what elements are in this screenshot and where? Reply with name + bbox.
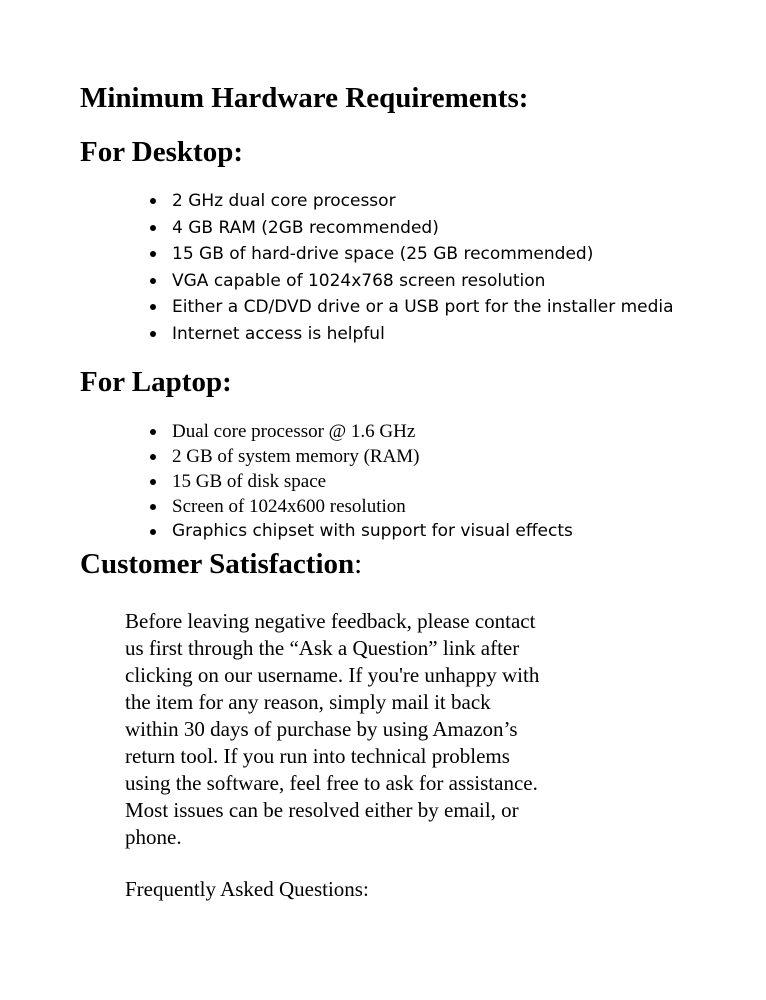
list-item: VGA capable of 1024x768 screen resolution (148, 268, 674, 295)
list-item: 4 GB RAM (2GB recommended) (148, 215, 674, 242)
paragraph-line: Most issues can be resolved either by email, or (125, 798, 519, 822)
paragraph-line: phone. (125, 825, 182, 849)
laptop-requirements-list (148, 419, 573, 544)
paragraph-line: return tool. If you run into technical problems (125, 744, 510, 768)
customer-satisfaction-paragraph (125, 608, 595, 851)
list-item: 15 GB of hard-drive space (25 GB recommended) (148, 241, 674, 268)
heading-customer-satisfaction (80, 548, 362, 580)
list-item: Dual core processor @ 1.6 GHz (148, 419, 573, 444)
heading-customer-colon: : (354, 548, 363, 580)
paragraph-line: the item for any reason, simply mail it back (125, 690, 491, 714)
heading-for-desktop: For Desktop: (80, 136, 243, 168)
desktop-requirements-list (148, 188, 674, 347)
list-item: 2 GHz dual core processor (148, 188, 674, 215)
paragraph-line: clicking on our username. If you're unhappy with (125, 663, 540, 687)
heading-customer-text: Customer Satisfaction (80, 548, 355, 580)
heading-for-laptop: For Laptop: (80, 366, 232, 398)
paragraph-line: using the software, feel free to ask for assistance. (125, 771, 538, 795)
heading-minimum-hardware: Minimum Hardware Requirements: (80, 82, 529, 114)
list-item: Screen of 1024x600 resolution (148, 494, 573, 519)
list-item: 2 GB of system memory (RAM) (148, 444, 573, 469)
paragraph-line: us first through the “Ask a Question” link after (125, 636, 520, 660)
list-item: 15 GB of disk space (148, 469, 573, 494)
list-item: Internet access is helpful (148, 321, 674, 348)
list-item: Graphics chipset with support for visual effects (148, 519, 573, 544)
paragraph-line: within 30 days of purchase by using Amazon’s (125, 717, 518, 741)
list-item: Either a CD/DVD drive or a USB port for the installer media (148, 294, 674, 321)
paragraph-line: Before leaving negative feedback, please contact (125, 609, 536, 633)
faq-label: Frequently Asked Questions: (125, 877, 369, 901)
